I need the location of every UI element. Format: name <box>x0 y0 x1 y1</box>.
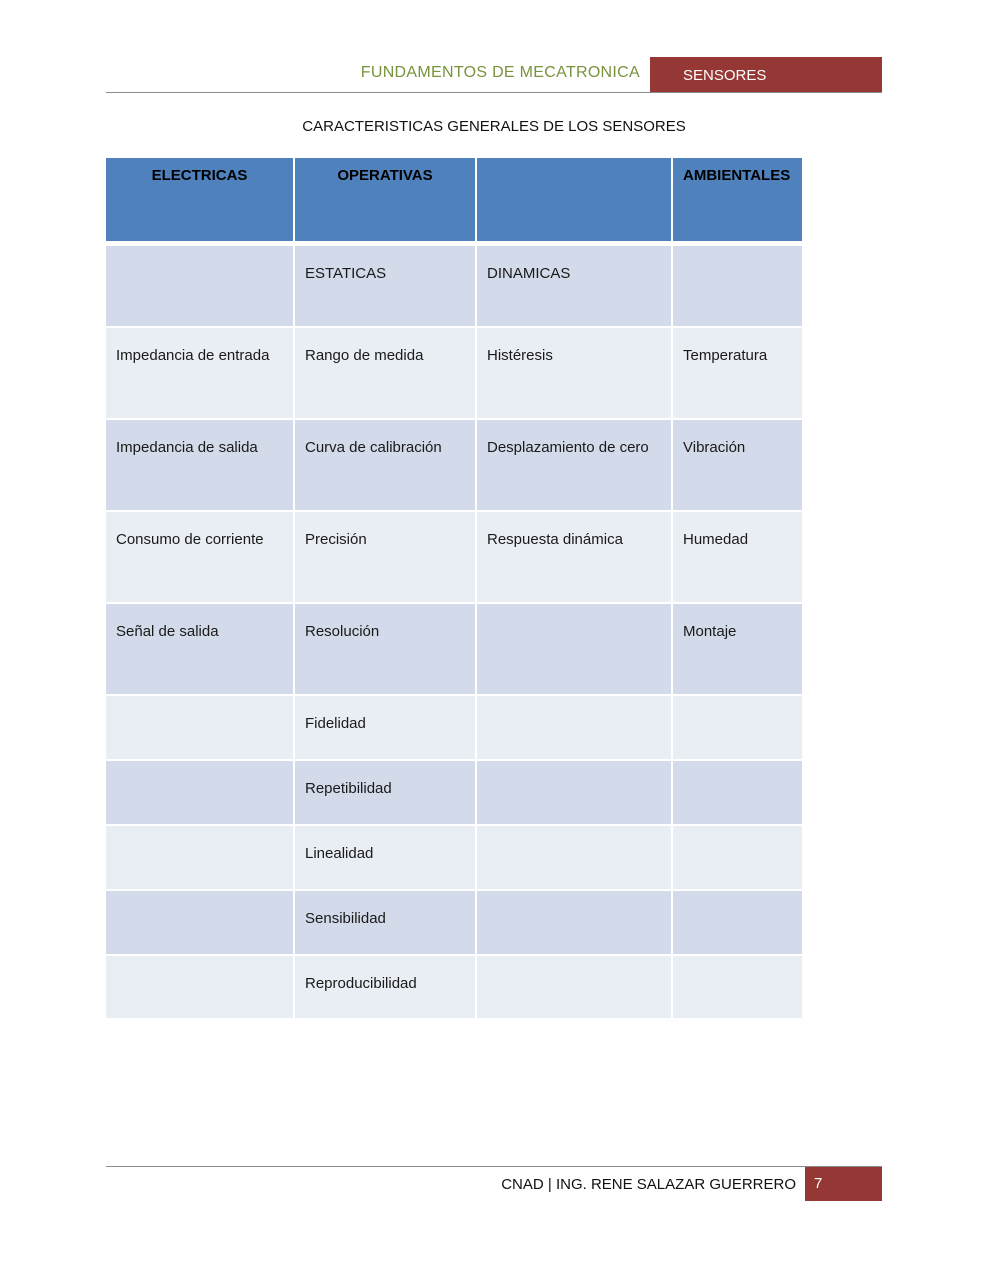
table-cell <box>476 603 672 695</box>
table-cell <box>106 955 294 1019</box>
sensor-characteristics-table <box>106 158 802 1020</box>
footer-divider <box>106 1166 882 1167</box>
table-row <box>106 890 802 955</box>
table-row <box>106 244 802 327</box>
table-cell <box>672 244 802 327</box>
table-cell <box>672 890 802 955</box>
table-cell <box>672 825 802 890</box>
table-header-cell <box>476 158 672 244</box>
table-cell: Montaje <box>672 603 802 695</box>
table-cell <box>106 890 294 955</box>
header-divider <box>106 92 882 93</box>
table-cell <box>476 760 672 825</box>
table-header-cell: OPERATIVAS <box>294 158 476 244</box>
table-cell: Sensibilidad <box>294 890 476 955</box>
document-title: CARACTERISTICAS GENERALES DE LOS SENSORES <box>302 118 686 135</box>
table-cell: Humedad <box>672 511 802 603</box>
table-cell <box>106 244 294 327</box>
table-cell <box>106 825 294 890</box>
table-cell: Desplazamiento de cero <box>476 419 672 511</box>
table-cell: ESTATICAS <box>294 244 476 327</box>
table-row <box>106 603 802 695</box>
table-cell <box>672 760 802 825</box>
table-cell: Reproducibilidad <box>294 955 476 1019</box>
header-course-title: FUNDAMENTOS DE MECATRONICA <box>360 64 640 81</box>
table-cell: Linealidad <box>294 825 476 890</box>
table-row <box>106 419 802 511</box>
table-row <box>106 511 802 603</box>
table-row <box>106 825 802 890</box>
header-section-tag: SENSORES <box>650 57 882 93</box>
page-number: 7 <box>805 1167 882 1201</box>
table-cell: Temperatura <box>672 327 802 419</box>
table-cell: Vibración <box>672 419 802 511</box>
table-cell: Impedancia de salida <box>106 419 294 511</box>
table-cell: Impedancia de entrada <box>106 327 294 419</box>
table-row <box>106 695 802 760</box>
table-cell <box>672 695 802 760</box>
table-cell <box>106 760 294 825</box>
table-cell: Curva de calibración <box>294 419 476 511</box>
table-cell: Rango de medida <box>294 327 476 419</box>
table-row <box>106 327 802 419</box>
table-cell: Repetibilidad <box>294 760 476 825</box>
table-cell: Fidelidad <box>294 695 476 760</box>
table-cell <box>106 695 294 760</box>
footer-credit: CNAD | ING. RENE SALAZAR GUERRERO <box>501 1176 796 1193</box>
table-header-cell: AMBIENTALES <box>672 158 802 244</box>
table-header-row <box>106 158 802 244</box>
table-cell: Resolución <box>294 603 476 695</box>
table-cell: DINAMICAS <box>476 244 672 327</box>
table-cell <box>672 955 802 1019</box>
table-cell <box>476 825 672 890</box>
table-cell <box>476 955 672 1019</box>
table-cell: Consumo de corriente <box>106 511 294 603</box>
table-cell: Señal de salida <box>106 603 294 695</box>
table-cell: Histéresis <box>476 327 672 419</box>
table-row <box>106 760 802 825</box>
table-header-cell: ELECTRICAS <box>106 158 294 244</box>
table-cell: Respuesta dinámica <box>476 511 672 603</box>
table-cell: Precisión <box>294 511 476 603</box>
table-cell <box>476 695 672 760</box>
table-row <box>106 955 802 1019</box>
table-cell <box>476 890 672 955</box>
